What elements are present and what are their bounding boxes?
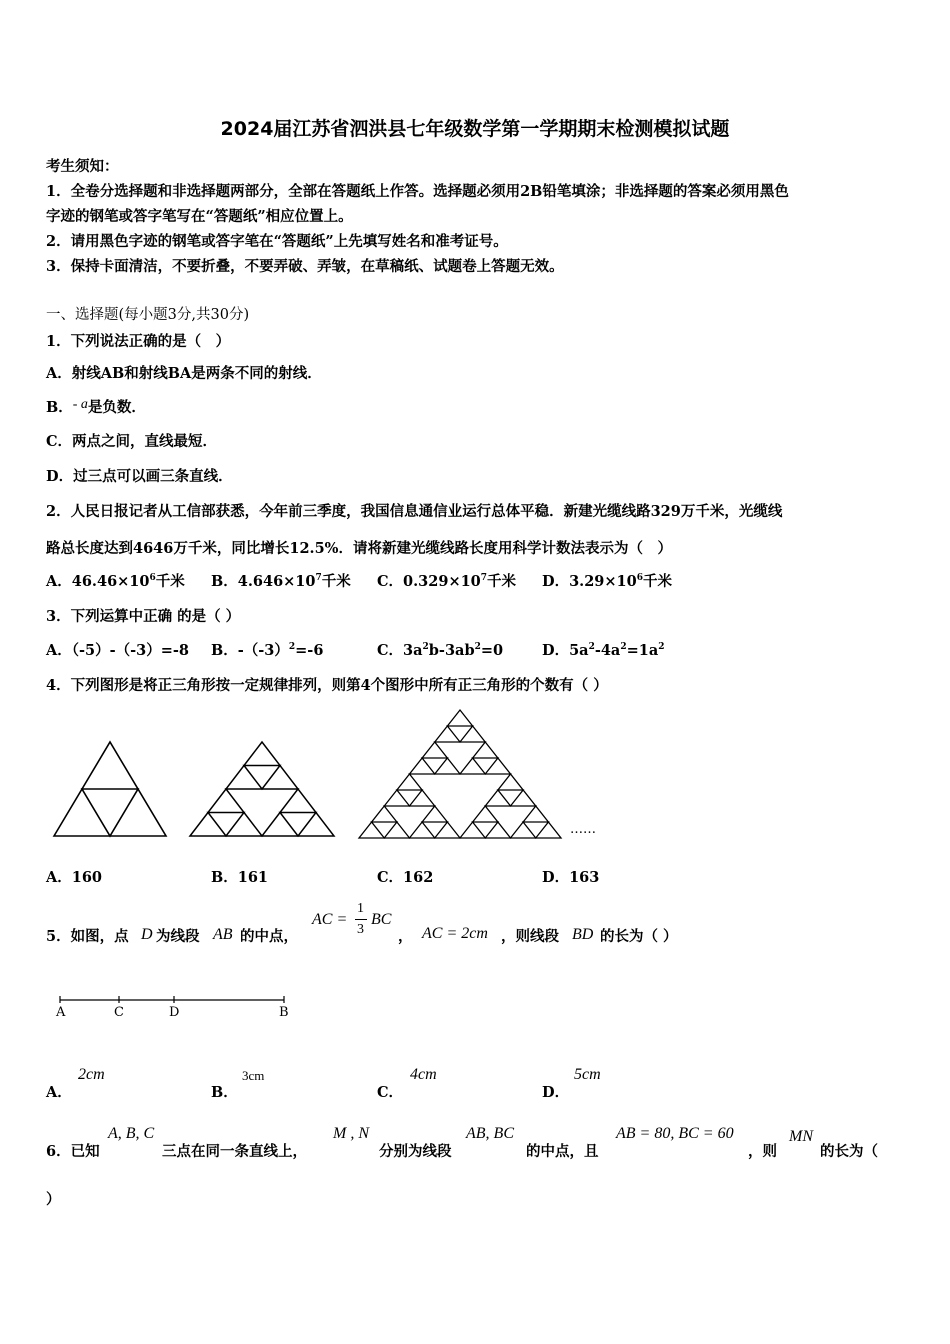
- q5-frac-den: 3: [357, 922, 364, 937]
- q5-option-d-value: 5cm: [574, 1066, 601, 1083]
- q5-fig-label-a: A: [56, 1005, 66, 1020]
- q5-option-b-value: 3cm: [242, 1068, 265, 1083]
- q6-p1: 6．已知: [46, 1143, 100, 1160]
- q6-close-paren: ）: [46, 1191, 61, 1208]
- q4-figure-2: [186, 738, 338, 840]
- q3-stem: 3．下列运算中正确 的是（ ）: [46, 608, 241, 625]
- q5-segment-bd: BD: [572, 926, 594, 943]
- q5-option-c-value: 4cm: [410, 1066, 437, 1083]
- notice-line-1b: 字迹的钢笔或答字笔写在“答题纸”相应位置上。: [46, 208, 353, 225]
- q4-option-c: C．162: [377, 869, 434, 886]
- q4-figure-1: [50, 738, 170, 840]
- q1-option-b: [46, 396, 146, 417]
- q5-option-b: B．: [211, 1084, 238, 1101]
- q5-option-a: A．: [46, 1084, 72, 1101]
- q6-p3: 分别为线段: [379, 1143, 452, 1160]
- q2-stem-line1: 2．人民日报记者从工信部获悉，今年前三季度，我国信息通信业运行总体平稳．新建光缆线路329万千米，光缆线: [46, 503, 783, 520]
- q4-option-a: A．160: [46, 869, 103, 886]
- notice-line-1a: 1．全卷分选择题和非选择题两部分，全部在答题纸上作答。选择题必须用2B铅笔填涂；非选择题的答案必须用黑色: [46, 183, 789, 200]
- q5-fig-label-c: C: [114, 1005, 124, 1020]
- q2-stem-line2: 路总长度达到4646万千米，同比增长12.5%．请将新建光缆线路长度用科学计数法表示为（ ）: [46, 540, 672, 557]
- q1-option-b-label: B．: [46, 399, 73, 416]
- q6-points-mn: M , N: [333, 1125, 369, 1142]
- q6-segments: AB, BC: [466, 1125, 514, 1142]
- q5-p4: ，则线段: [501, 928, 559, 945]
- q1-option-c: C．两点之间，直线最短．: [46, 433, 218, 450]
- q5-frac-num: 1: [357, 901, 364, 916]
- q5-point-d: D: [141, 926, 153, 943]
- q5-fig-label-b: B: [279, 1005, 289, 1020]
- q5-option-c: C．: [377, 1084, 404, 1101]
- q5-p5: 的长为（ ）: [600, 928, 678, 945]
- q2-option-c: C．$0.329\times 10^7$千米: [377, 573, 517, 590]
- q3-option-b: B．$-(-3)^2=-6$: [211, 642, 324, 659]
- q5-comma: ，: [398, 928, 413, 945]
- q5-p3: 的中点，: [240, 928, 298, 945]
- q2-option-d: D．$3.29\times 10^6$千米: [542, 573, 672, 590]
- q4-ellipsis: ……: [570, 822, 596, 837]
- q5-option-d: D．: [542, 1084, 570, 1101]
- q6-p5: ，则: [748, 1143, 777, 1160]
- q5-eq1-right: BC: [371, 911, 392, 928]
- notice-line-2: 2．请用黑色字迹的钢笔或答字笔在“答题纸”上先填写姓名和准考证号。: [46, 233, 508, 250]
- q6-equation: AB = 80, BC = 60: [616, 1125, 734, 1142]
- q3-option-d: D．$5a^2-4a^2=1a^2$: [542, 642, 665, 659]
- notice-heading: 考生须知：: [46, 158, 119, 175]
- q4-stem: 4．下列图形是将正三角形按一定规律排列，则第4个图形中所有正三角形的个数有（ ）: [46, 677, 608, 694]
- section-heading: 一、选择题(每小题3分,共30分): [46, 307, 250, 323]
- q5-frac-bar: [355, 919, 367, 920]
- q5-eq2: AC = 2cm: [422, 925, 488, 942]
- q1-option-d: D．过三点可以画三条直线．: [46, 468, 233, 485]
- q4-option-d: D．163: [542, 869, 600, 886]
- q1-stem: 1．下列说法正确的是（ ）: [46, 333, 231, 350]
- q6-p4: 的中点，且: [526, 1143, 599, 1160]
- q6-p2: 三点在同一条直线上，: [162, 1143, 307, 1160]
- q5-p2: 为线段: [156, 928, 200, 945]
- q3-option-c: C．$3a^2b-3ab^2=0$: [377, 642, 504, 659]
- q6-points-abc: A, B, C: [108, 1125, 155, 1142]
- q2-option-a: A．$46.46\times 10^6$千米: [46, 573, 185, 590]
- q2-option-b: B．$4.646\times 10^7$千米: [211, 573, 351, 590]
- q5-eq1-left: AC =: [312, 911, 348, 928]
- page-title: 2024届江苏省泗洪县七年级数学第一学期期末检测模拟试题: [220, 118, 730, 140]
- q4-figure-3: [355, 706, 565, 842]
- q5-fig-label-d: D: [169, 1005, 180, 1020]
- notice-line-3: 3．保持卡面清洁，不要折叠，不要弄破、弄皱，在草稿纸、试题卷上答题无效。: [46, 258, 564, 275]
- q4-option-b: B．161: [211, 869, 269, 886]
- q5-option-a-value: 2cm: [78, 1066, 105, 1083]
- q1-option-a: A．射线AB和射线BA是两条不同的射线．: [46, 365, 322, 382]
- q1-option-b-math: - a: [72, 397, 88, 412]
- q6-p6: 的长为（: [820, 1143, 878, 1160]
- q1-option-b-text: 是负数．: [87, 399, 146, 416]
- q6-segment-mn: MN: [789, 1128, 813, 1145]
- q5-p1: 5．如图，点: [46, 928, 129, 945]
- q5-segment-ab: AB: [213, 926, 233, 943]
- q3-option-a: A．（-5）-（-3）=-8: [46, 642, 189, 659]
